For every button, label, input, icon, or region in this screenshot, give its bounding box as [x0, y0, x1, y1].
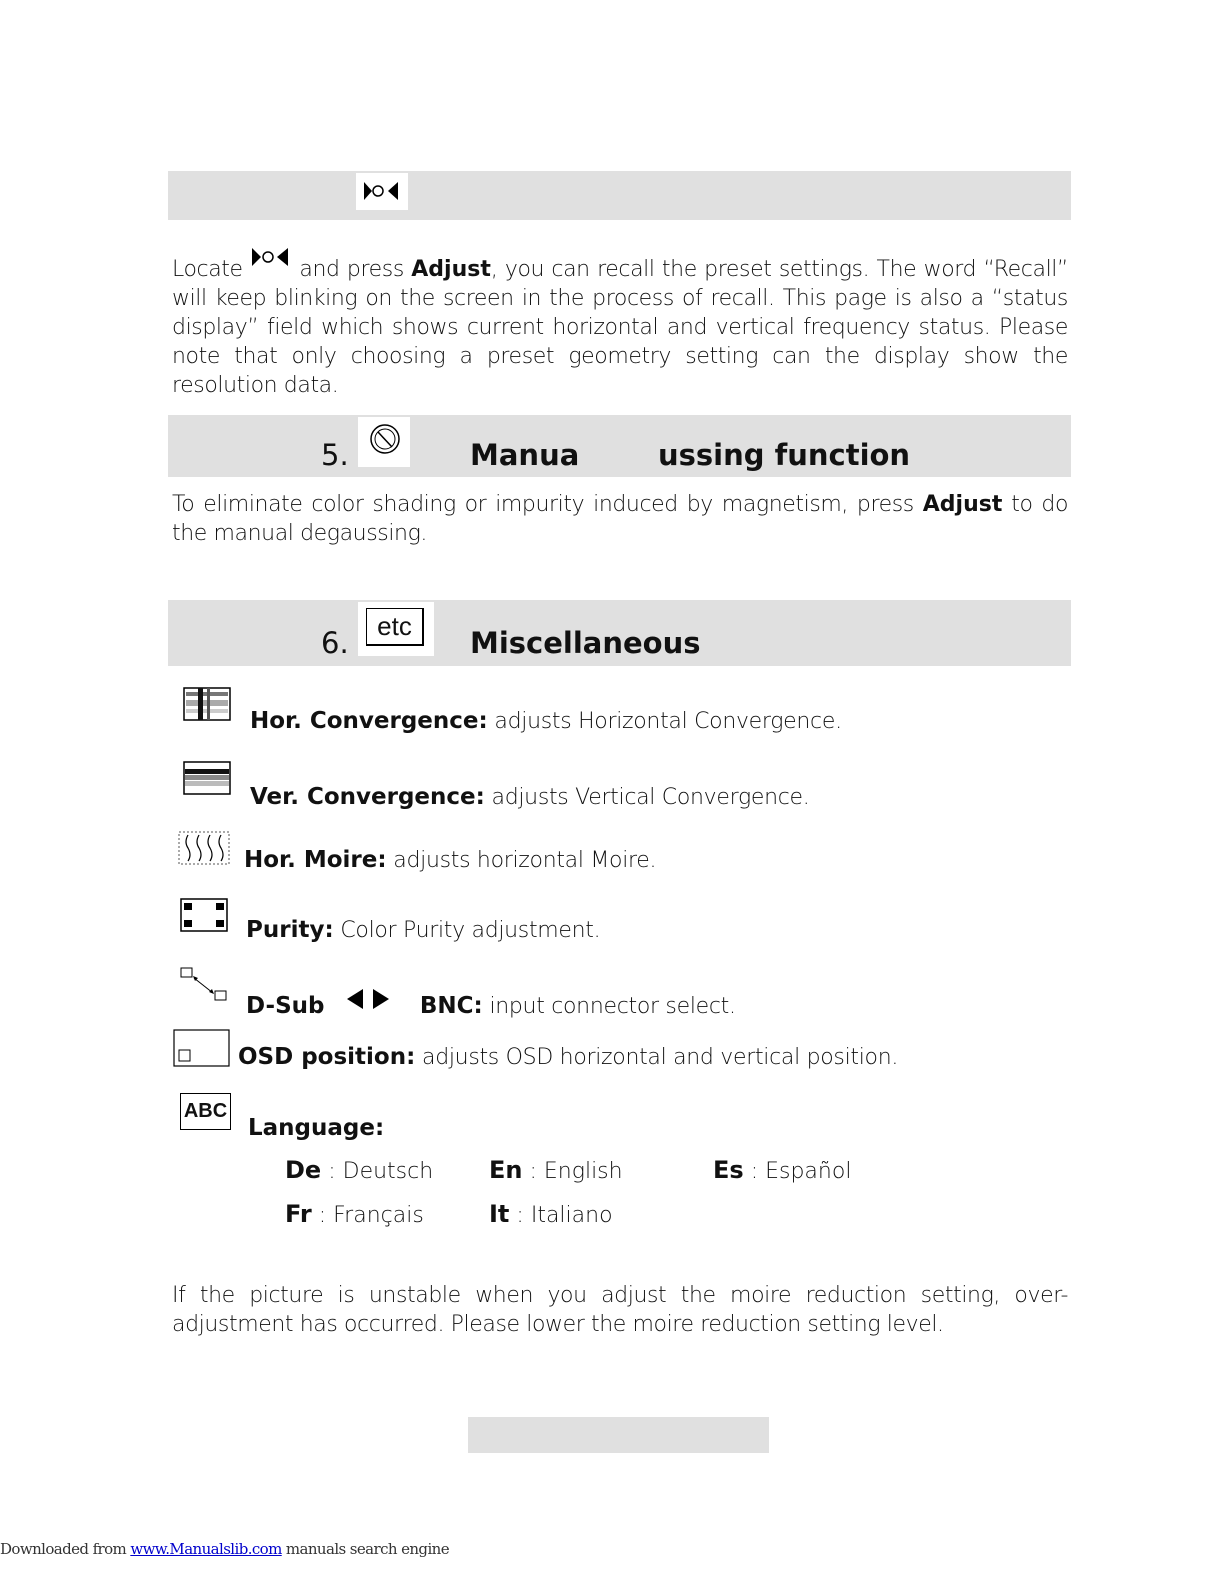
osd-position-icon [173, 1029, 231, 1069]
purity-row [246, 917, 600, 943]
recall-inline-icon [250, 246, 292, 272]
download-footer [0, 1540, 449, 1558]
section5-number: 5. [321, 438, 349, 472]
section5-title-part2: ussing function [658, 438, 911, 472]
hor-moire-icon [178, 831, 232, 867]
purity-icon [180, 898, 230, 934]
input-select-icon [179, 966, 231, 1004]
lang-it [489, 1200, 613, 1228]
hor-moire-label: Hor. Moire: [244, 847, 387, 873]
section5-title-part1: Manua [470, 438, 580, 472]
osd-position-desc: adjusts OSD horizontal and vertical position. [422, 1045, 899, 1070]
input-select-row [246, 987, 736, 1019]
footer-text-pre: Downloaded from [0, 1540, 127, 1558]
lang-fr [285, 1200, 424, 1228]
section6-number: 6. [321, 626, 349, 660]
hor-convergence-label: Hor. Convergence: [250, 708, 488, 734]
lang-en [489, 1156, 623, 1184]
lang-de-code: De [285, 1156, 322, 1184]
footer-text-post: manuals search engine [281, 1540, 449, 1558]
dsub-label: D-Sub [246, 993, 325, 1019]
language-abc-icon [180, 1093, 231, 1130]
lang-fr-name: Français [333, 1203, 424, 1228]
language-row [248, 1115, 384, 1141]
etc-icon-box [358, 602, 434, 656]
section5-text-pre: To eliminate color shading or impurity induced by magnetism, press [172, 492, 914, 517]
recall-text-post: , you can recall the preset settings. The word “Recall” will keep blinking on the screen in the process of recall. This page is also a “status display” field which shows current horizontal and vertical frequency status. Please note that only choosing a preset geometry setting can the display show the resolution data. [172, 257, 1068, 398]
ver-convergence-desc: adjusts Vertical Convergence. [491, 785, 810, 810]
recall-icon-box [356, 173, 408, 210]
osd-position-label: OSD position: [238, 1044, 416, 1070]
lang-it-sep: : [516, 1203, 524, 1228]
input-select-desc: input connector select. [489, 994, 736, 1019]
purity-desc: Color Purity adjustment. [340, 918, 601, 943]
moire-note-paragraph: If the picture is unstable when you adjust the moire reduction setting, over-adjustment has occurred. Please lower the moire reduction setting level. [172, 1283, 1068, 1337]
degauss-icon [358, 417, 410, 467]
lang-en-name: English [543, 1159, 623, 1184]
page-number-band [468, 1417, 769, 1453]
recall-text-pre: Locate [172, 257, 243, 282]
section5-adjust-keyword: Adjust [922, 492, 1003, 517]
lang-es-sep: : [750, 1159, 759, 1184]
section5-header-band [168, 415, 1071, 477]
hor-convergence-icon [183, 687, 233, 723]
hor-moire-row [244, 847, 656, 873]
recall-header-band [168, 171, 1071, 220]
ver-convergence-row [250, 784, 810, 810]
left-right-arrows-icon [343, 987, 403, 1011]
lang-de [285, 1156, 433, 1184]
ver-convergence-icon [183, 761, 233, 797]
lang-fr-code: Fr [285, 1200, 312, 1228]
recall-text-mid: and press [299, 257, 404, 282]
language-abc-icon-text: ABC [183, 1100, 228, 1122]
purity-label: Purity: [246, 917, 334, 943]
section6-title: Miscellaneous [470, 626, 701, 660]
degauss-icon-box [358, 417, 410, 467]
section5-text-post: to do the manual degaussing. [172, 492, 1069, 546]
lang-de-name: Deutsch [342, 1159, 434, 1184]
hor-convergence-desc: adjusts Horizontal Convergence. [494, 709, 842, 734]
recall-icon [356, 173, 408, 210]
section5-paragraph [172, 490, 1068, 548]
lang-en-sep: : [529, 1159, 537, 1184]
language-label: Language: [248, 1115, 385, 1141]
lang-es [713, 1156, 851, 1184]
etc-icon [366, 608, 424, 646]
hor-moire-desc: adjusts horizontal Moire. [393, 848, 657, 873]
ver-convergence-label: Ver. Convergence: [250, 784, 485, 810]
recall-paragraph [172, 246, 1068, 400]
lang-fr-sep: : [318, 1203, 327, 1228]
lang-de-sep: : [328, 1159, 336, 1184]
lang-es-name: Español [765, 1159, 852, 1184]
lang-it-code: It [489, 1200, 510, 1228]
lang-es-code: Es [713, 1156, 744, 1184]
hor-convergence-row [250, 708, 842, 734]
etc-icon-text: etc [377, 611, 412, 641]
bnc-label: BNC: [419, 993, 483, 1019]
lang-en-code: En [489, 1156, 523, 1184]
lang-it-name: Italiano [530, 1203, 613, 1228]
manualslib-link[interactable]: www.Manualslib.com [130, 1540, 282, 1558]
osd-position-row [238, 1044, 898, 1070]
recall-adjust-keyword: Adjust [411, 257, 491, 282]
